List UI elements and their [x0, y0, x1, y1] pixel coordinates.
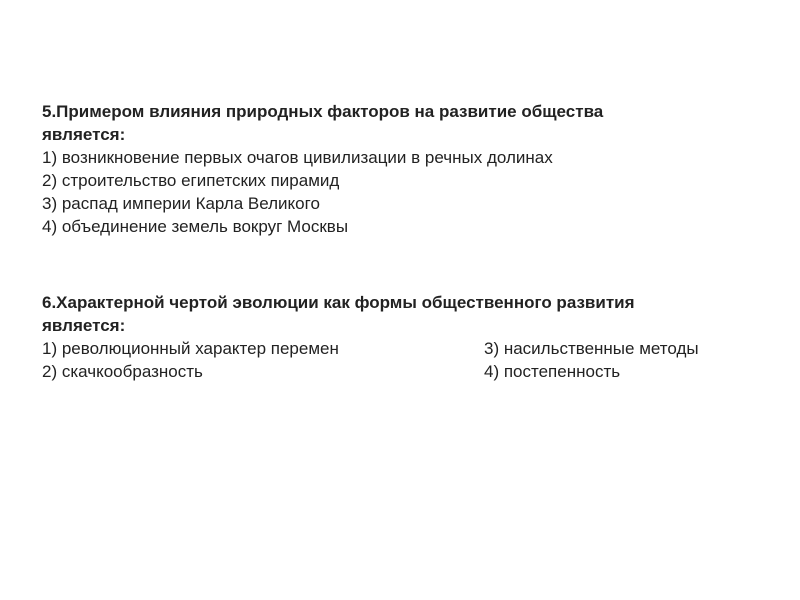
question-5-title-line-1: 5.Примером влияния природных факторов на развитие общества [42, 102, 604, 121]
question-5-option-3: 3) распад империи Карла Великого [42, 194, 320, 213]
question-6-option-2: 2) скачкообразность [42, 362, 203, 381]
question-5-title-line-2: является: [42, 125, 126, 144]
question-6-options-row-2 [42, 360, 762, 383]
question-5-option-1: 1) возникновение первых очагов цивилизации в речных долинах [42, 148, 553, 167]
question-6-option-4: 4) постепенность [484, 362, 621, 381]
question-6 [42, 291, 762, 383]
question-6-title-line-1: 6.Характерной чертой эволюции как формы общественного развития [42, 293, 635, 312]
question-6-title [42, 291, 762, 337]
question-6-options-row-1 [42, 337, 762, 360]
question-5-title [42, 100, 762, 146]
question-6-title-line-2: является: [42, 316, 126, 335]
question-5 [42, 100, 762, 238]
question-5-option-4: 4) объединение земель вокруг Москвы [42, 217, 349, 236]
question-6-option-3: 3) насильственные методы [484, 339, 699, 358]
question-6-option-1: 1) революционный характер перемен [42, 339, 339, 358]
question-5-option-2: 2) строительство египетских пирамид [42, 171, 340, 190]
